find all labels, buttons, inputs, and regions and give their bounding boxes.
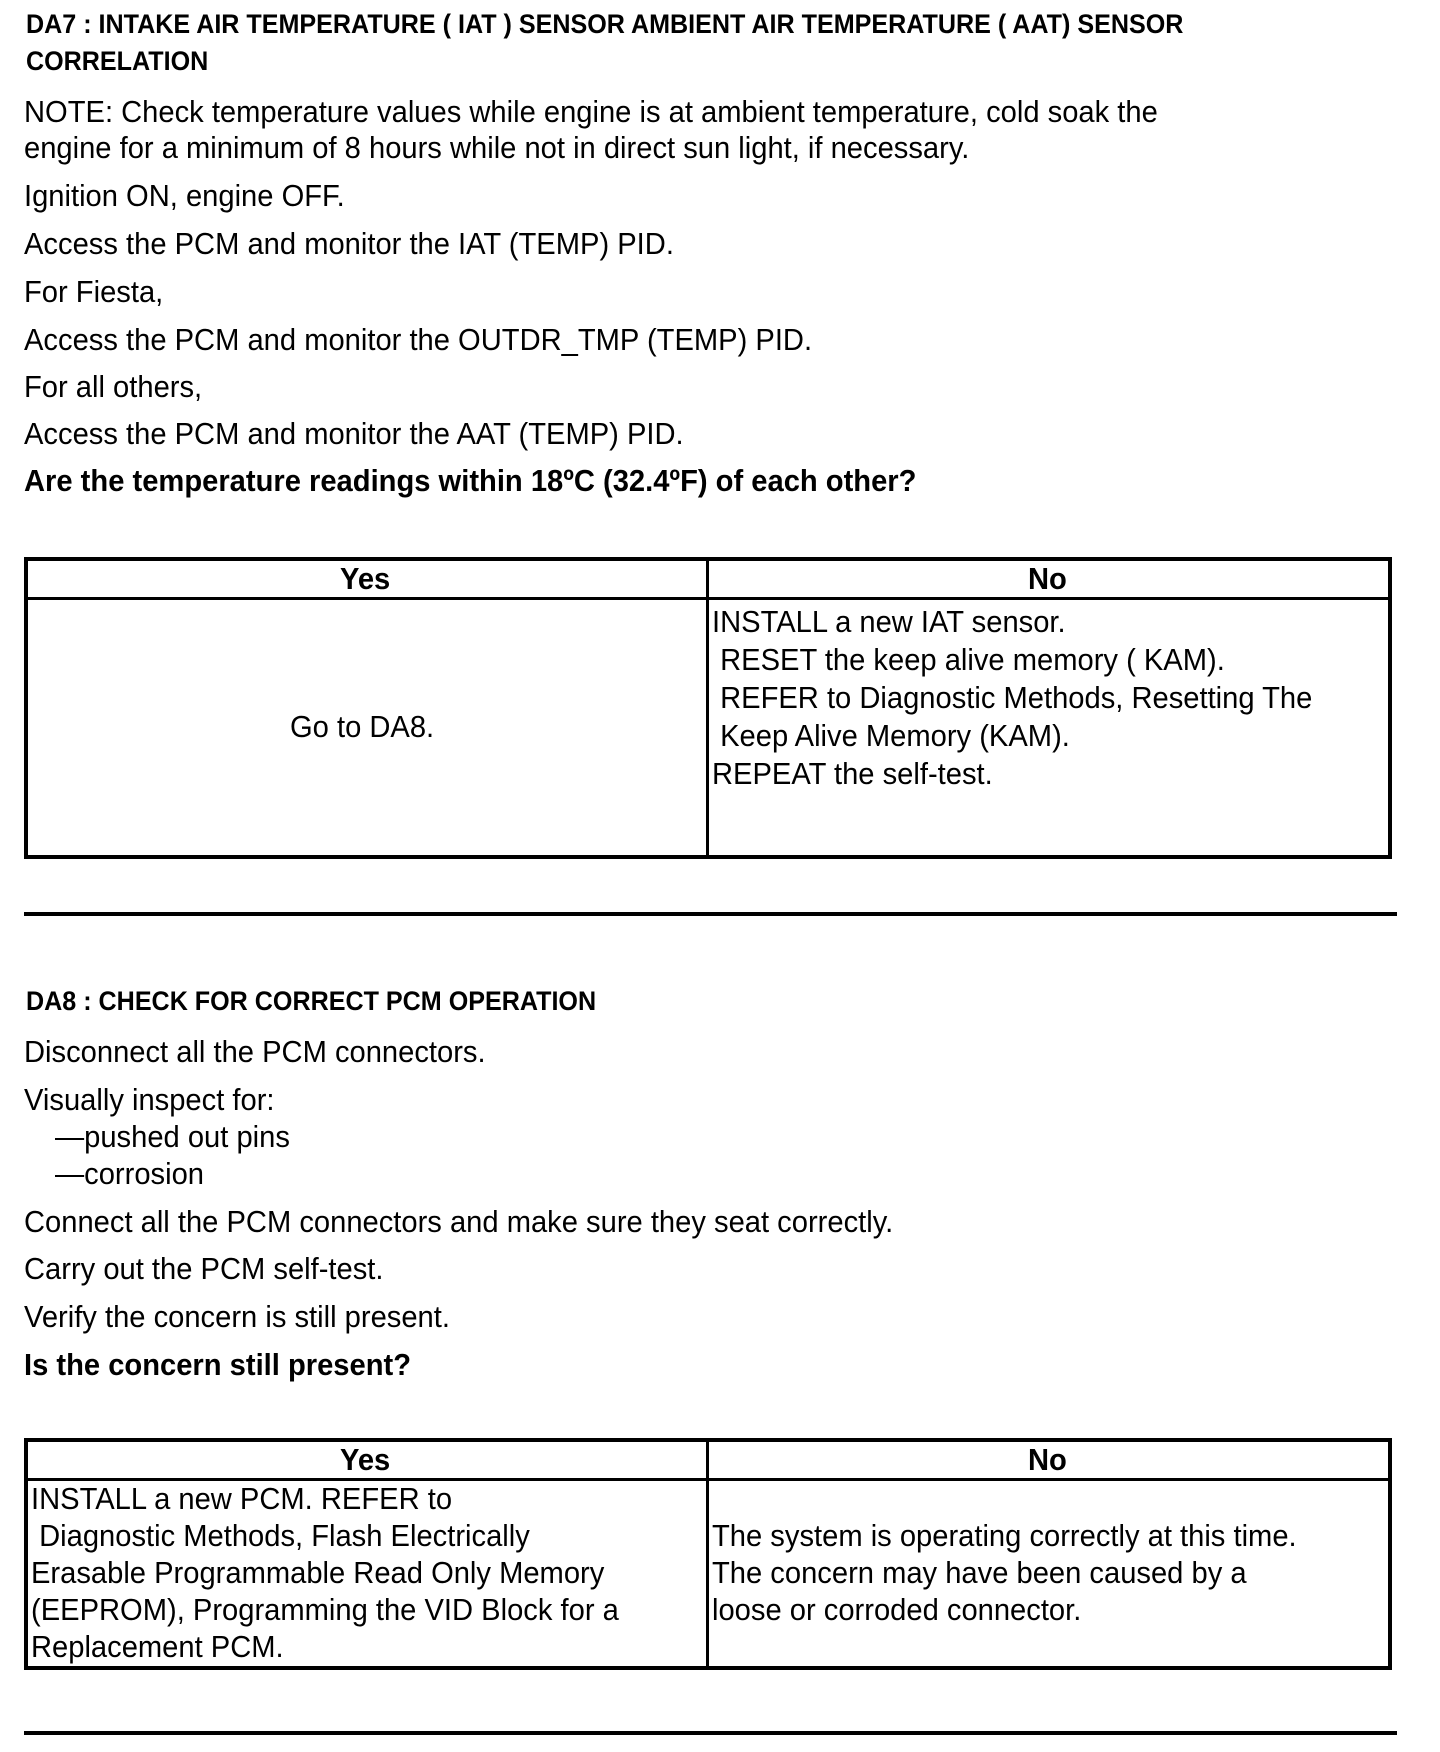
yes-line: Diagnostic Methods, Flash Electrically (31, 1518, 530, 1553)
da8-question: Is the concern still present? (24, 1347, 412, 1382)
da7-yes-no-table (24, 557, 1392, 859)
da7-note-line2: engine for a minimum of 8 hours while not in direct sun light, if necessary. (24, 130, 970, 165)
no-cell (707, 1480, 1390, 1669)
da8-inspect-item: —pushed out pins (55, 1119, 290, 1154)
yes-line: INSTALL a new PCM. REFER to (31, 1481, 453, 1516)
no-line: The system is operating correctly at this time. (711, 1518, 1297, 1553)
no-line: The concern may have been caused by a (711, 1555, 1247, 1590)
da8-step: Disconnect all the PCM connectors. (24, 1034, 486, 1069)
yes-cell (26, 1480, 707, 1669)
no-header: No (707, 1440, 1390, 1480)
yes-header: Yes (26, 559, 707, 599)
no-cell (707, 599, 1390, 857)
da8-inspect-item: —corrosion (55, 1156, 204, 1191)
no-line: Keep Alive Memory (KAM). (711, 718, 1070, 753)
da7-step: Access the PCM and monitor the AAT (TEMP) PID. (24, 416, 684, 451)
yes-line: Replacement PCM. (31, 1629, 284, 1664)
da7-step: For all others, (24, 369, 203, 404)
no-header: No (707, 559, 1390, 599)
no-line: REPEAT the self-test. (711, 756, 993, 791)
da7-title-line2: CORRELATION (26, 46, 209, 76)
yes-line: Erasable Programmable Read Only Memory (31, 1555, 605, 1590)
yes-cell: Go to DA8. (26, 599, 707, 857)
no-line: INSTALL a new IAT sensor. (711, 604, 1066, 639)
da8-step: Carry out the PCM self-test. (24, 1251, 384, 1286)
section-divider (24, 1731, 1397, 1735)
da8-step: Connect all the PCM connectors and make sure they seat correctly. (24, 1204, 894, 1239)
no-line: REFER to Diagnostic Methods, Resetting The (711, 680, 1312, 715)
yes-line: (EEPROM), Programming the VID Block for a (31, 1592, 619, 1627)
da7-step: Ignition ON, engine OFF. (24, 178, 345, 213)
section-divider (24, 912, 1397, 916)
da8-yes-no-table (24, 1438, 1392, 1670)
da7-question: Are the temperature readings within 18ºC (32.4ºF) of each other? (24, 463, 917, 498)
da7-note-line1: NOTE: Check temperature values while engine is at ambient temperature, cold soak the (24, 94, 1158, 129)
da7-step: For Fiesta, (24, 274, 164, 309)
da7-step: Access the PCM and monitor the IAT (TEMP) PID. (24, 226, 674, 261)
da8-step: Verify the concern is still present. (24, 1299, 450, 1334)
da8-inspect-label: Visually inspect for: (24, 1082, 275, 1117)
no-line: loose or corroded connector. (711, 1592, 1081, 1627)
da7-title-line1: DA7 : INTAKE AIR TEMPERATURE ( IAT ) SENSOR AMBIENT AIR TEMPERATURE ( AAT) SENSOR (26, 9, 1184, 39)
yes-header: Yes (26, 1440, 707, 1480)
da8-title: DA8 : CHECK FOR CORRECT PCM OPERATION (26, 986, 597, 1016)
da7-step: Access the PCM and monitor the OUTDR_TMP (TEMP) PID. (24, 322, 813, 357)
no-line: RESET the keep alive memory ( KAM). (711, 642, 1225, 677)
